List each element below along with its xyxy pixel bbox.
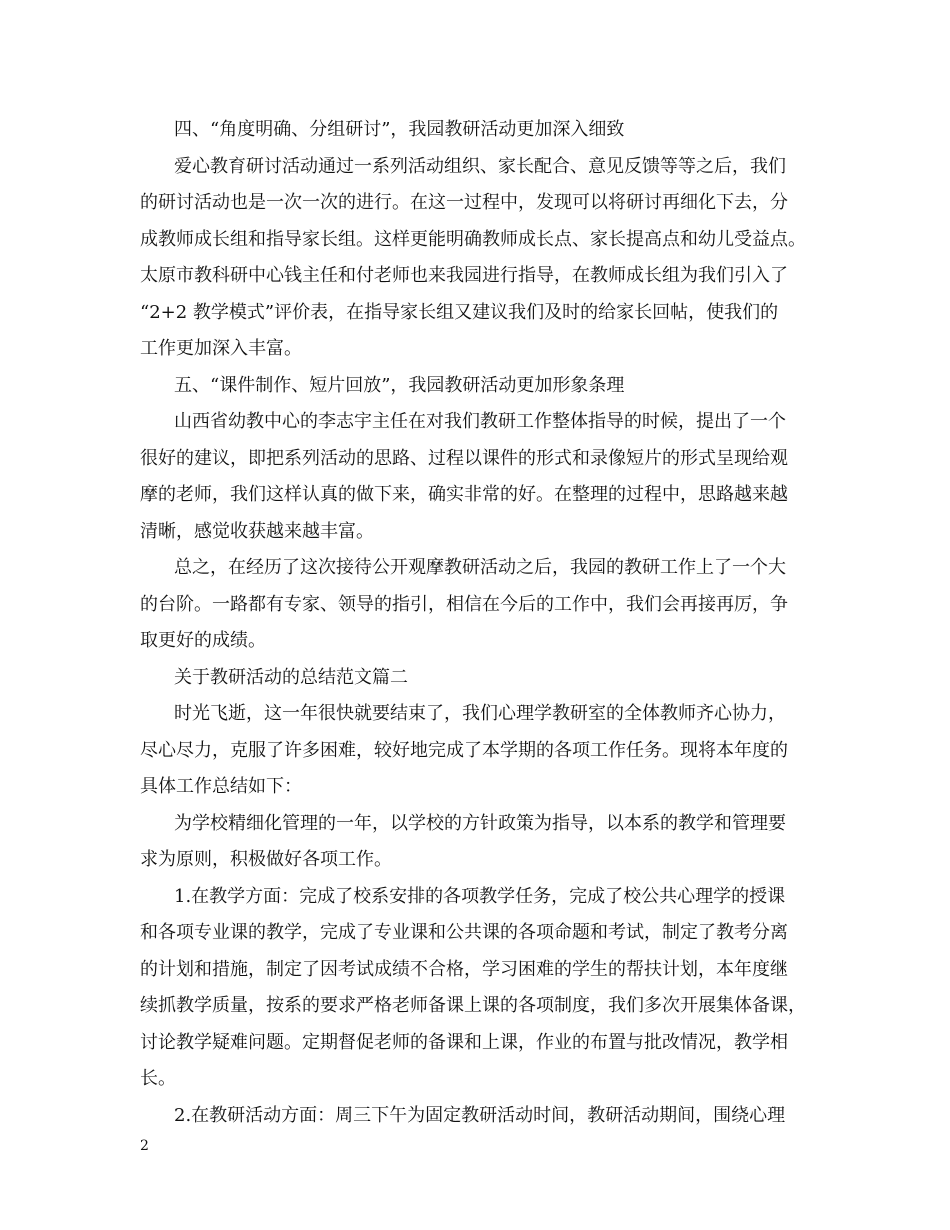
page-number: 2: [140, 1138, 149, 1154]
paragraph-line: 的研讨活动也是一次一次的进行。在这一过程中，发现可以将研讨再细化下去，分: [140, 192, 788, 213]
document-body: [140, 112, 810, 1134]
paragraph-line: 尽心尽力，克服了许多困难，较好地完成了本学期的各项工作任务。现将本年度的: [140, 739, 788, 761]
paragraph-line: 取更好的成绩。: [140, 630, 266, 651]
paragraph-line: 长。: [140, 1068, 176, 1089]
section-heading-4: 四、“角度明确、分组研讨”，我园教研活动更加深入细致: [174, 119, 625, 140]
paragraph-line: 总之，在经历了这次接待公开观摩教研活动之后，我园的教研工作上了一个大: [174, 557, 786, 578]
paragraph-line: 为学校精细化管理的一年，以学校的方针政策为指导，以本系的教学和管理要: [174, 812, 786, 834]
numbered-item-1: 1.在教学方面：完成了校系安排的各项教学任务，完成了校公共心理学的授课: [174, 885, 786, 907]
paragraph-line: 爱心教育研讨活动通过一系列活动组织、家长配合、意见反馈等等之后，我们: [174, 155, 786, 177]
paragraph-line: 的台阶。一路都有专家、领导的指引，相信在今后的工作中，我们会再接再厉，争: [140, 593, 788, 615]
paragraph-line: 摩的老师，我们这样认真的做下来，确实非常的好。在整理的过程中，思路越来越: [140, 484, 788, 505]
paragraph-line: 很好的建议，即把系列活动的思路、过程以课件的形式和录像短片的形式呈现给观: [140, 447, 788, 469]
paragraph-line: 工作更加深入丰富。: [140, 338, 302, 359]
section-heading-5: 五、“课件制作、短片回放”，我园教研活动更加形象条理: [174, 374, 625, 396]
numbered-item-2: 2.在教研活动方面：周三下午为固定教研活动时间，教研活动期间，围绕心理: [174, 1104, 786, 1126]
paragraph-line: 山西省幼教中心的李志宇主任在对我们教研工作整体指导的时候，提出了一个: [174, 411, 786, 432]
paragraph-line: 时光飞逝，这一年很快就要结束了，我们心理学教研室的全体教师齐心协力，: [174, 703, 786, 724]
paragraph-line: 和各项专业课的教学，完成了专业课和公共课的各项命题和考试，制定了教考分离: [140, 922, 788, 943]
paragraph-line: 具体工作总结如下：: [140, 776, 302, 797]
paragraph-line: 太原市教科研中心钱主任和付老师也来我园进行指导，在教师成长组为我们引入了: [140, 265, 788, 286]
paragraph-line: 求为原则，积极做好各项工作。: [140, 849, 392, 870]
article-title: 关于教研活动的总结范文篇二: [174, 666, 408, 688]
paragraph-line: 续抓教学质量，按系的要求严格老师备课上课的各项制度，我们多次开展集体备课，: [140, 995, 806, 1016]
paragraph-line: 的计划和措施，制定了因考试成绩不合格，学习困难的学生的帮扶计划，本年度继: [140, 958, 788, 980]
paragraph-line: “2+2 教学模式”评价表，在指导家长组又建议我们及时的给家长回帖，使我们的: [140, 301, 779, 323]
paragraph-line: 讨论教学疑难问题。定期督促老师的备课和上课，作业的布置与批改情况，教学相: [140, 1031, 788, 1053]
paragraph-line: 清晰，感觉收获越来越丰富。: [140, 520, 374, 542]
paragraph-line: 成教师成长组和指导家长组。这样更能明确教师成长点、家长提高点和幼儿受益点。: [140, 228, 806, 250]
